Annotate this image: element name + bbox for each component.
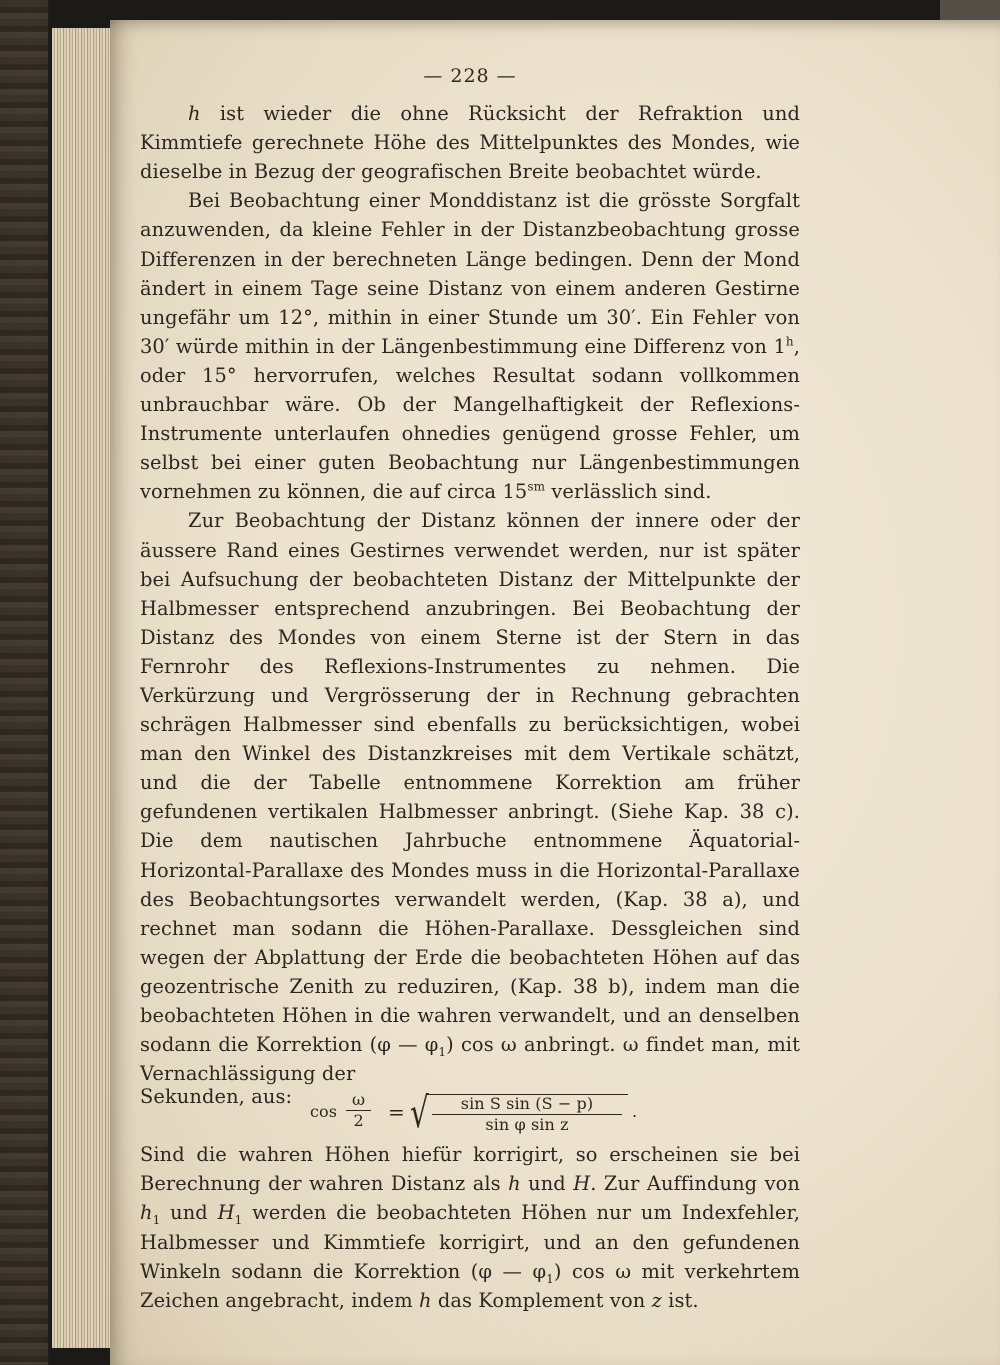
square-root-icon: √ [410,1088,429,1138]
paragraph-1 [140,99,800,186]
symbol-H: H. [573,1172,597,1196]
subscript-1: 1 [234,1213,243,1228]
formula-equals: = [388,1100,405,1125]
paragraph-2-text-a: Bei Beobachtung einer Monddistanz ist die grösste Sorgfalt anzuwenden, da kleine Fehler in der Distanzbeobachtung grosse Differenzen in der berechneten Länge bedingen. Denn der Mond ändert in einem Tage seine Distanz von einem anderen Gestirne ungefähr um 12°, mithin in einer Stunde um 30′. Ein Fehler von 30′ würde mithin in der Längenbestimmung eine Differenz von 1 [140,189,800,358]
subscript-1: 1 [546,1271,554,1286]
symbol-H1: H [217,1201,235,1225]
paragraph-4-text-e: werden die beobachteten Höhen nur um Indexfehler, Halbmesser und Kimmtiefe korrigirt, und an den gefundenen Winkeln sodann die Korrektion (φ — φ [140,1201,801,1283]
corner-shadow [940,0,1000,22]
formula-period: . [632,1102,638,1122]
formula-numerator: sin S sin (S − p) [432,1096,622,1115]
superscript-sm: sm [527,479,546,494]
superscript-h: h [785,334,794,349]
formula-cos: cos [310,1102,338,1122]
correction-term-a: (φ — φ [369,1033,439,1057]
symbol-h: h [419,1288,432,1312]
symbol-h: h [188,102,201,126]
formula-omega: ω [346,1092,371,1111]
paragraph-4-text-f: ) cos ω mit verkehrtem Zeichen angebracht, indem [140,1259,800,1312]
paragraph-4-text-end: ist. [661,1288,699,1312]
paragraph-2-text-b: , oder 15° hervorrufen, welches Resultat sodann vollkommen unbrauchbar wäre. Ob der Mangelhaftigkeit der Reflexions-Instrumente unterlaufen ohnedies genügend grosse Fehler, um selbst bei einer guten Beobachtung nur Längenbestimmungen vornehmen zu können, die auf circa 15 [140,334,800,504]
book-spine [0,0,48,1365]
paragraph-4-text-d: und [160,1201,218,1225]
page-number: — 228 — [423,65,517,87]
formula-lead-text: Sekunden, aus: [140,1085,293,1109]
paragraph-4-text-a: Sind die wahren Höhen hiefür korrigirt, so erscheinen sie bei Berechnung der wahren Distanz als [140,1143,800,1196]
correction-subscript: 1 [438,1044,447,1059]
formula-denominator: sin φ sin z [485,1115,569,1135]
formula-root-fraction [432,1096,622,1133]
paragraph-4-text-g: das Komplement von [431,1288,652,1312]
subscript-1: 1 [152,1213,161,1228]
paragraph-1-text: ist wieder die ohne Rücksicht der Refraktion und Kimmtiefe gerechnete Höhe des Mittelpunktes des Mondes, wie dieselbe in Bezug der geografischen Breite beobachtet würde. [140,102,800,184]
symbol-z: z [651,1288,662,1312]
paragraph-2-text-c: verlässlich sind. [545,480,712,504]
paragraph-4-text-c: Zur Auffindung von [596,1172,800,1196]
paragraph-2 [140,186,800,506]
paragraph-3-text: Zur Beobachtung der Distanz können der innere oder der äussere Rand eines Gestirnes verwendet werden, nur ist später bei Aufsuchung der beobachteten Distanz der Mittelpunkte der Halbmesser entsprechend anzubringen. Bei Beobachtung der Distanz des Mondes von einem Sterne ist der Stern in das Fernrohr des Reflexions-Instrumentes zu nehmen. Die Verkürzung und Vergrösserung der in Rechnung gebrachten schrägen Halbmesser sind ebenfalls zu berücksichtigen, wobei man den Winkel des Distanzkreises mit dem Vertikale schätzt, und die der Tabelle entnommene Korrektion am früher gefundenen vertikalen Halbmesser anbringt. (Siehe Kap. 38 c). Die dem nautischen Jahrbuche entnommene Äquatorial-Horizontal-Parallaxe des Mondes muss in die Horizontal-Parallaxe des Beobachtungsortes verwandelt werden, (Kap. 38 a), und rechnet man sodann die Höhen-Parallaxe. Dessgleichen sind wegen der Abplattung der Erde die beobachteten Höhen auf das geozentrische Zenith zu reduziren, (Kap. 38 b), indem man die beobachteten Höhen in die wahren verwandelt, und an denselben sodann die Korrektion [140,509,800,1057]
paragraph-3 [140,506,800,1088]
formula [310,1088,640,1138]
paragraph-4 [140,1140,800,1315]
symbol-h1: h [140,1201,153,1225]
paragraph-4-text-b: und [520,1172,574,1196]
formula-half-omega [346,1092,371,1129]
correction-term-b: ) cos ω anbringt. ω findet man, mit Vernachlässigung der [140,1033,800,1086]
symbol-h: h [508,1172,521,1196]
page-content [140,62,800,1315]
formula-two: 2 [353,1111,364,1131]
formula-line [140,1085,800,1140]
